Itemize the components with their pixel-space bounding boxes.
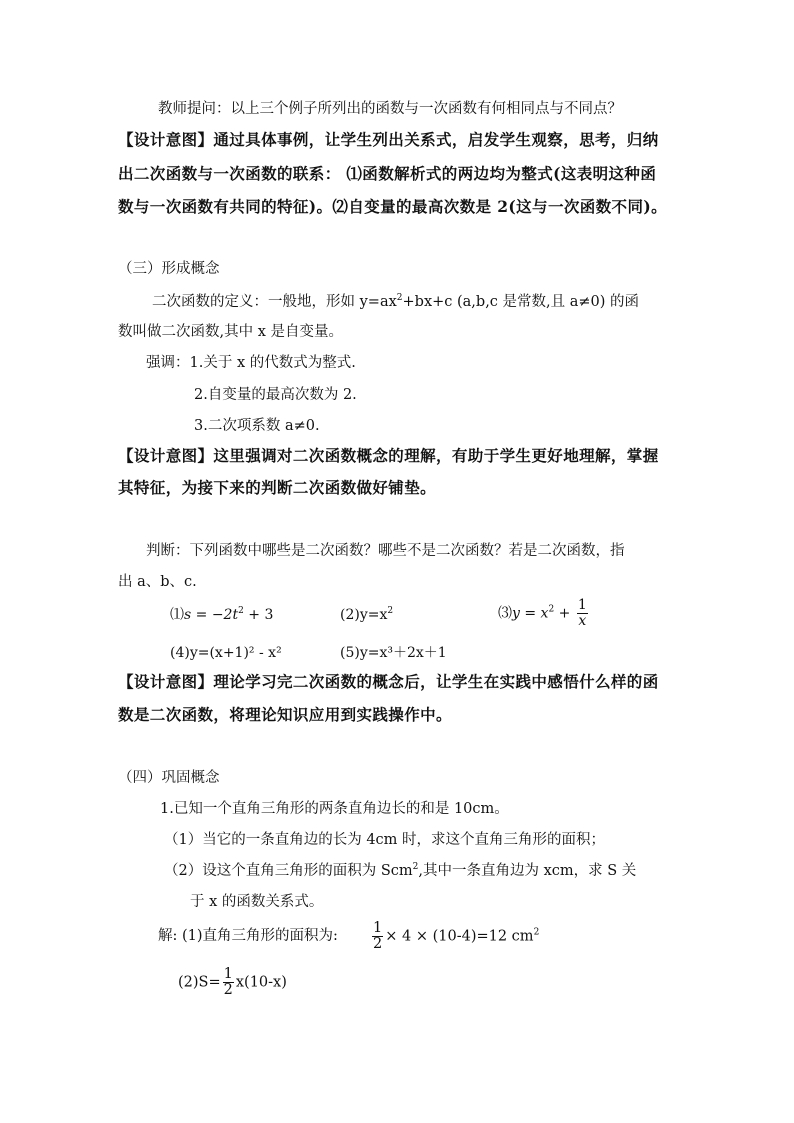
item-1-tail: + 3 [243,607,274,623]
solution-1-expression: × 4 × (10-4)=12 cm [385,928,534,945]
item-3-denominator: x [578,613,587,629]
emphasis-3: 3.二次项系数 a≠0. [194,418,320,434]
item-3-expression: y = x [512,605,549,622]
section-3-title: （三）形成概念 [118,261,220,277]
item-4: (4)y=(x+1)² - x² [170,645,282,661]
judge-line-1: 判断：下列函数中哪些是二次函数？哪些不是二次函数？若是二次函数，指 [146,543,625,559]
item-2-expression: y=x [359,607,388,623]
item-2-exponent: 2 [387,606,394,616]
solution-1-numerator: 1 [373,920,383,936]
teacher-question: 教师提问：以上三个例子所列出的函数与一次函数有何相同点与不同点？ [158,101,622,117]
design-intent-3-line-1: 【设计意图】理论学习完二次函数的概念后，让学生在实践中感悟什么样的函 [118,672,659,691]
item-1-exponent: 2 [238,606,244,616]
solution-1-exponent: 2 [533,927,540,938]
problem-question-2-pre: （2）设这个直角三角形的面积为 Scm [164,863,413,879]
design-intent-1-line-3: 数与一次函数有共同的特征)。⑵自变量的最高次数是 2(这与一次函数不同)。 [118,197,667,216]
emphasis-2: 2.自变量的最高次数为 2. [194,387,357,403]
item-2-label: (2) [340,607,360,623]
solution-2-pre: (2)S= [178,974,221,991]
item-3-numerator: 1 [577,597,587,613]
problem-question-1: （1）当它的一条直角边的长为 4cm 时，求这个直角三角形的面积； [164,832,606,848]
design-intent-1-line-1: 【设计意图】通过具体事例，让学生列出关系式，启发学生观察，思考，归纳 [118,130,659,149]
item-3-label: ⑶ [498,605,512,622]
solution-2 [178,967,287,998]
definition-line-1 [152,292,639,312]
solution-1-denominator: 2 [373,936,383,952]
solution-1-fraction [372,921,383,952]
judge-line-2: 出 a、b、c. [118,574,197,590]
solution-1-formula [370,921,539,952]
solution-1 [158,926,338,946]
definition-text-pre: 二次函数的定义：一般地，形如 y=ax [152,294,397,310]
solution-2-fraction [223,967,234,998]
emphasis-1: 强调：1.关于 x 的代数式为整式. [146,355,356,371]
solution-1-label: 解: (1)直角三角形的面积为: [158,928,338,944]
item-2 [340,605,393,625]
design-intent-1-line-2: 出二次函数与一次函数的联系： ⑴函数解析式的两边均为整式(这表明这种函 [118,164,657,183]
section-4-title: （四）巩固概念 [118,770,220,786]
problem-stem: 1.已知一个直角三角形的两条直角边长的和是 10cm。 [160,801,509,817]
item-1 [170,605,273,625]
item-5: (5)y=x³＋2x＋1 [340,645,447,661]
problem-question-2-exponent: 2 [412,862,419,872]
item-3-exponent: 2 [548,604,555,615]
item-1-label: ⑴ [170,607,184,623]
solution-2-post: x(10-x) [235,974,287,991]
problem-question-2-post: ,其中一条直角边为 xcm，求 S 关 [418,863,637,879]
design-intent-3-line-2: 数是二次函数，将理论知识应用到实践操作中。 [118,705,452,724]
item-3-fraction [577,598,588,629]
design-intent-2-line-2: 其特征，为接下来的判断二次函数做好铺垫。 [118,478,437,497]
solution-2-denominator: 2 [223,982,233,998]
definition-text-post: +bx+c (a,b,c 是常数,且 a≠0) 的函 [402,294,640,310]
item-3-plus: + [554,605,575,622]
definition-line-2: 数叫做二次函数,其中 x 是自变量。 [118,324,344,340]
design-intent-2-line-1: 【设计意图】这里强调对二次函数概念的理解，有助于学生更好地理解，掌握 [118,446,659,465]
problem-question-2 [164,861,636,881]
problem-question-2-line-2: 于 x 的函数关系式。 [190,894,324,910]
item-1-expression: s = −2t [184,607,239,623]
definition-exponent: 2 [396,293,403,303]
item-3 [498,598,590,629]
solution-2-numerator: 1 [223,966,233,982]
